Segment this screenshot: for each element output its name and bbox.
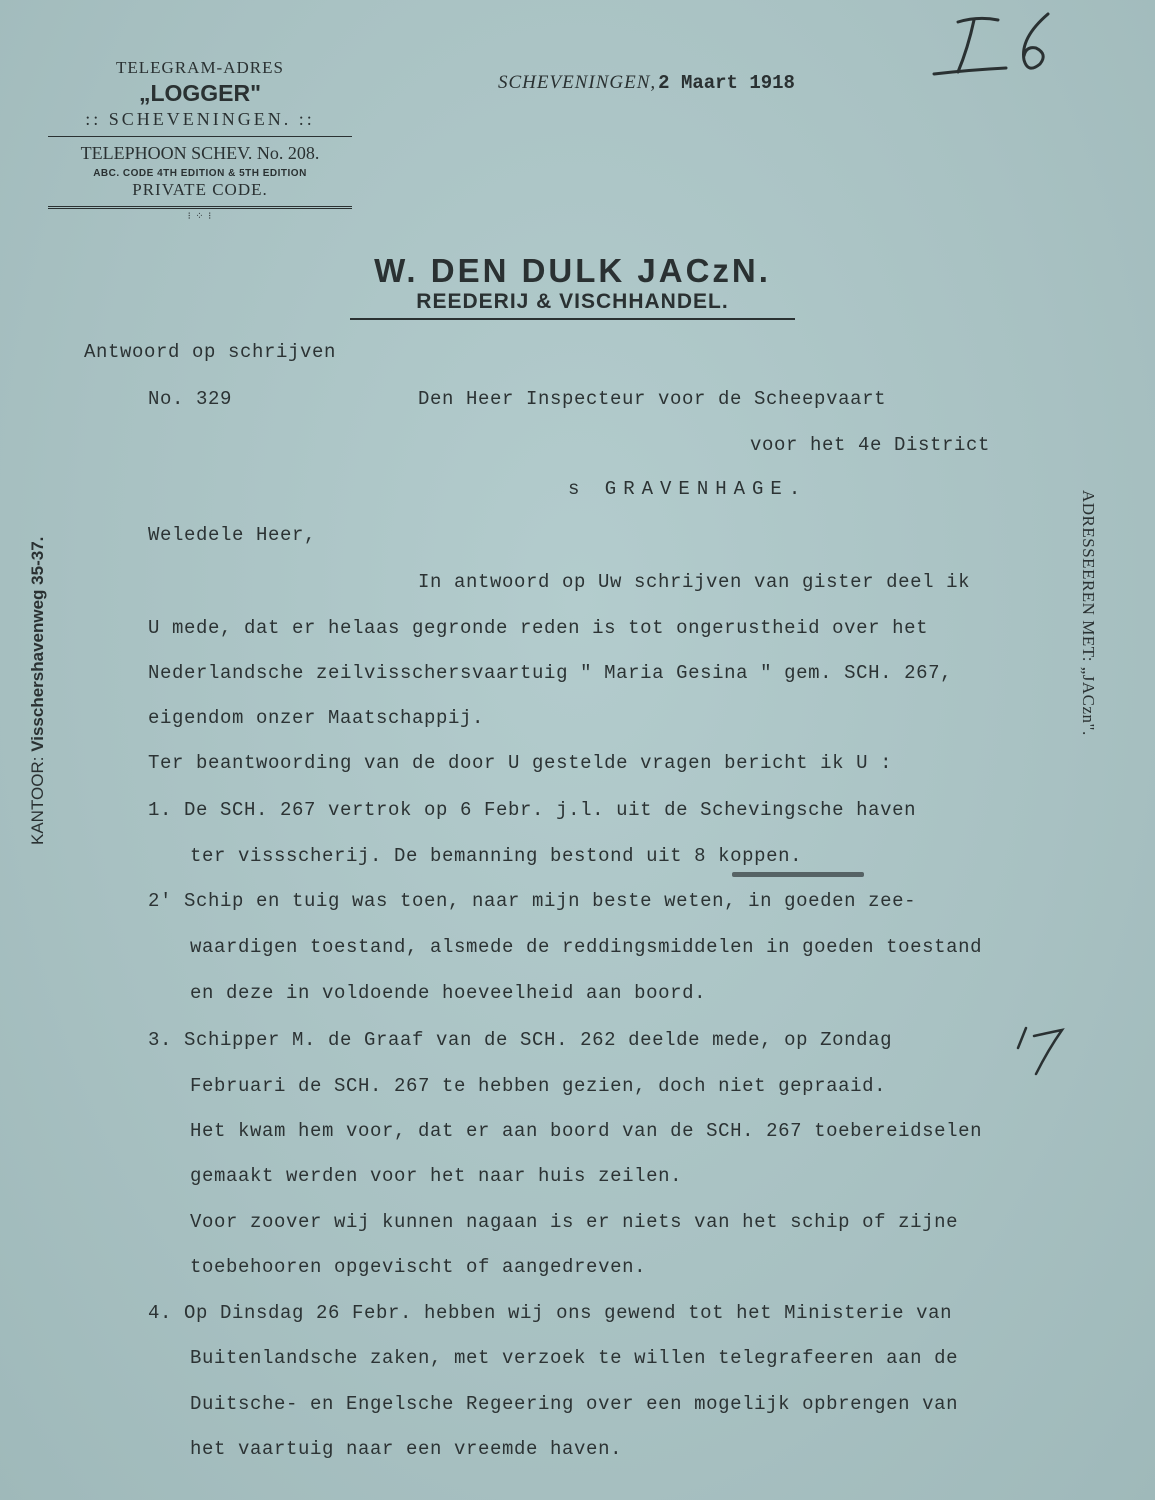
telegram-label: TELEGRAM-ADRES bbox=[116, 58, 284, 77]
place: SCHEVENINGEN, bbox=[498, 72, 657, 93]
firm-name: W. DEN DULK JACzN. bbox=[374, 252, 771, 289]
office-label: KANTOOR: bbox=[28, 756, 47, 845]
address-with-vertical: ADRESSEEREN MET: „JACzn". bbox=[1079, 490, 1098, 736]
firm-heading bbox=[350, 252, 795, 320]
reference-label: Antwoord op schrijven bbox=[84, 341, 337, 363]
place-date bbox=[498, 72, 795, 94]
firm-subtitle: REEDERIJ & VISCHHANDEL. bbox=[416, 290, 729, 313]
ornament-icon: ⁝ ⁘ ⁝ bbox=[187, 211, 213, 222]
telephone-line: TELEPHOON SCHEV. No. 208. bbox=[80, 143, 320, 163]
point-4-line: het vaartuig naar een vreemde haven. bbox=[190, 1438, 623, 1460]
point-4-line: Duitsche- en Engelsche Regeering over een mogelijk opbrengen van bbox=[190, 1393, 959, 1415]
point-3-line: toebehooren opgevischt of aangedreven. bbox=[190, 1256, 647, 1278]
point-4-line: Buitenlandsche zaken, met verzoek te willen telegrafeeren aan de bbox=[190, 1347, 959, 1369]
point-4-line: 4. Op Dinsdag 26 Febr. hebben wij ons gewend tot het Ministerie van bbox=[148, 1302, 953, 1324]
letterhead bbox=[40, 58, 360, 222]
body-line: Nederlandsche zeilvisschersvaartuig " Maria Gesina " gem. SCH. 267, bbox=[148, 662, 953, 684]
private-code-line: PRIVATE CODE. bbox=[132, 180, 268, 199]
point-3-line: gemaakt werden voor het naar huis zeilen. bbox=[190, 1165, 683, 1187]
letter-date: 2 Maart 1918 bbox=[658, 72, 795, 94]
addressee-line-2: voor het 4e District bbox=[750, 434, 991, 456]
telegram-city: :: SCHEVENINGEN. :: bbox=[85, 109, 315, 129]
body-line: eigendom onzer Maatschappij. bbox=[148, 707, 485, 729]
office-address: Visschershavenweg 35-37. bbox=[28, 536, 47, 752]
point-3-line: 3. Schipper M. de Graaf van de SCH. 262 deelde mede, op Zondag bbox=[148, 1029, 893, 1051]
letterhead-double-rule bbox=[48, 206, 352, 209]
point-2-line: en deze in voldoende hoeveelheid aan boord. bbox=[190, 982, 707, 1004]
point-1-line: ter vissscherij. De bemanning bestond uit 8 koppen. bbox=[190, 845, 803, 867]
addressee-line-1: Den Heer Inspecteur voor de Scheepvaart bbox=[418, 388, 887, 410]
ink-smudge-mark bbox=[732, 872, 864, 877]
point-2-line: waardigen toestand, alsmede de reddingsmiddelen in goeden toestand bbox=[190, 936, 983, 958]
firm-underline bbox=[350, 318, 795, 320]
addressee-city: s GRAVENHAGE. bbox=[568, 478, 808, 500]
telegram-name: „LOGGER" bbox=[138, 80, 262, 106]
office-address-vertical bbox=[28, 537, 48, 845]
abc-code-line: ABC. CODE 4TH EDITION & 5TH EDITION bbox=[93, 168, 307, 179]
body-line: In antwoord op Uw schrijven van gister deel ik bbox=[418, 571, 971, 593]
point-3-line: Februari de SCH. 267 te hebben gezien, doch niet gepraaid. bbox=[190, 1075, 887, 1097]
point-1-line: 1. De SCH. 267 vertrok op 6 Febr. j.l. uit de Schevingsche haven bbox=[148, 799, 917, 821]
point-2-line: 2' Schip en tuig was toen, naar mijn beste weten, in goeden zee- bbox=[148, 890, 917, 912]
handwritten-day-icon bbox=[1012, 1024, 1072, 1080]
handwritten-reference-icon bbox=[928, 8, 1068, 82]
point-3-line: Voor zoover wij kunnen nagaan is er niets van het schip of zijne bbox=[190, 1211, 959, 1233]
reference-number: No. 329 bbox=[148, 388, 233, 410]
body-line: U mede, dat er helaas gegronde reden is tot ongerustheid over het bbox=[148, 617, 929, 639]
letterhead-divider bbox=[48, 136, 352, 137]
question-intro: Ter beantwoording van de door U gestelde vragen bericht ik U : bbox=[148, 752, 893, 774]
point-3-line: Het kwam hem voor, dat er aan boord van de SCH. 267 toebereidselen bbox=[190, 1120, 983, 1142]
salutation: Weledele Heer, bbox=[148, 524, 317, 546]
